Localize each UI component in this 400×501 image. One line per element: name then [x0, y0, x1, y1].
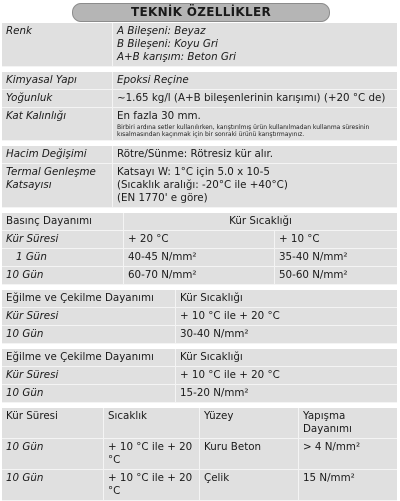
value-line: (Sıcaklık aralığı: -20°C ile +40°C): [117, 179, 288, 191]
table-cell: 60-70 N/mm²: [124, 267, 275, 284]
table-header: Eğilme ve Çekilme Dayanımı: [2, 349, 176, 366]
value-line: Katsayı W: 1°C için 5.0 x 10-5: [117, 166, 270, 178]
flexural1-header-row: [2, 290, 397, 308]
prop-row-thickness: [2, 108, 397, 141]
flexural2-header-row: [2, 349, 397, 367]
value-line: (EN 1770' e göre): [117, 192, 208, 204]
table-header: Yüzey: [200, 408, 299, 438]
table-subheader: + 10 °C ile + 20 °C: [180, 369, 280, 381]
prop-value: Epoksi Reçine: [117, 74, 189, 86]
value-note: Birbiri ardına setler kullanılırken, karıştırılmış ürün kullanılmadan kullanma süresinin kısalmasından kaçınmak için bir sonraki ürünü karıştırmayınız.: [117, 124, 370, 138]
table-cell: 40-45 N/mm²: [124, 249, 275, 266]
prop-value: ~1.65 kg/l (A+B bileşenlerinin karışımı) (+20 °C de): [117, 92, 386, 104]
table-subheader: Kür Süresi: [2, 231, 124, 248]
compressive-header-row: [2, 213, 397, 231]
table-subheader: Kür Süresi: [2, 308, 176, 325]
prop-label: Termal Genleşme Katsayısı: [2, 164, 113, 207]
table-row: [2, 439, 397, 470]
prop-label: Hacim Değişimi: [2, 146, 113, 163]
table-cell: > 4 N/mm²: [303, 441, 361, 453]
table-cell: 50-60 N/mm²: [279, 269, 348, 281]
table-header: Basınç Dayanımı: [2, 213, 124, 230]
table-row: [2, 267, 397, 285]
table-cell: 35-40 N/mm²: [279, 251, 348, 263]
table-row: [2, 249, 397, 267]
properties-table: [2, 23, 397, 501]
prop-row-volume: [2, 146, 397, 164]
table-row: [2, 385, 397, 403]
table-subheader: + 10 °C: [279, 233, 320, 245]
prop-row-thermal: [2, 164, 397, 208]
prop-value: Rötre/Sünme: Rötresiz kür alır.: [117, 148, 274, 160]
table-cell: Kuru Beton: [200, 439, 299, 469]
table-header: Kür Sıcaklığı: [180, 351, 243, 363]
compressive-subheader-row: [2, 231, 397, 249]
table-cell: 10 Gün: [2, 326, 176, 343]
prop-row-chemical: [2, 72, 397, 90]
adhesion-header-row: [2, 408, 397, 439]
table-subheader: + 20 °C: [124, 231, 275, 248]
prop-label: Yoğunluk: [2, 90, 113, 107]
table-cell: + 10 °C ile + 20 °C: [104, 470, 200, 500]
prop-label: Renk: [2, 23, 113, 66]
section-title: TEKNİK ÖZELLİKLER: [72, 3, 330, 22]
value-line: B Bileşeni: Koyu Gri: [117, 38, 218, 50]
table-cell: 1 Gün: [2, 249, 124, 266]
prop-row-color: [2, 23, 397, 67]
table-header: Yapışma Dayanımı: [303, 410, 352, 435]
prop-label: Kimyasal Yapı: [2, 72, 113, 89]
table-row: [2, 326, 397, 344]
table-subheader: Kür Süresi: [2, 367, 176, 384]
table-cell: 10 Gün: [2, 267, 124, 284]
table-cell: 15 N/mm²: [303, 472, 355, 484]
prop-value: [113, 108, 397, 140]
flexural2-subheader-row: [2, 367, 397, 385]
value-line: En fazla 30 mm.: [117, 110, 201, 122]
table-row: [2, 470, 397, 501]
table-cell: 10 Gün: [2, 385, 176, 402]
table-subheader: + 10 °C ile + 20 °C: [180, 310, 280, 322]
flexural1-subheader-row: [2, 308, 397, 326]
table-header: Kür Süresi: [2, 408, 104, 438]
table-cell: 10 Gün: [2, 470, 104, 500]
value-line: A+B karışım: Beton Gri: [117, 51, 236, 63]
value-line: A Bileşeni: Beyaz: [117, 25, 206, 37]
table-header: Sıcaklık: [104, 408, 200, 438]
table-header: Kür Sıcaklığı: [229, 215, 292, 227]
prop-value: [113, 164, 397, 207]
table-cell: 10 Gün: [2, 439, 104, 469]
table-cell: 30-40 N/mm²: [180, 328, 249, 340]
prop-row-density: [2, 90, 397, 108]
table-cell: 15-20 N/mm²: [180, 387, 249, 399]
table-cell: Çelik: [200, 470, 299, 500]
table-cell: + 10 °C ile + 20 °C: [104, 439, 200, 469]
table-header: Kür Sıcaklığı: [180, 292, 243, 304]
prop-value: [113, 23, 397, 66]
table-header: Eğilme ve Çekilme Dayanımı: [2, 290, 176, 307]
prop-label: Kat Kalınlığı: [2, 108, 113, 140]
